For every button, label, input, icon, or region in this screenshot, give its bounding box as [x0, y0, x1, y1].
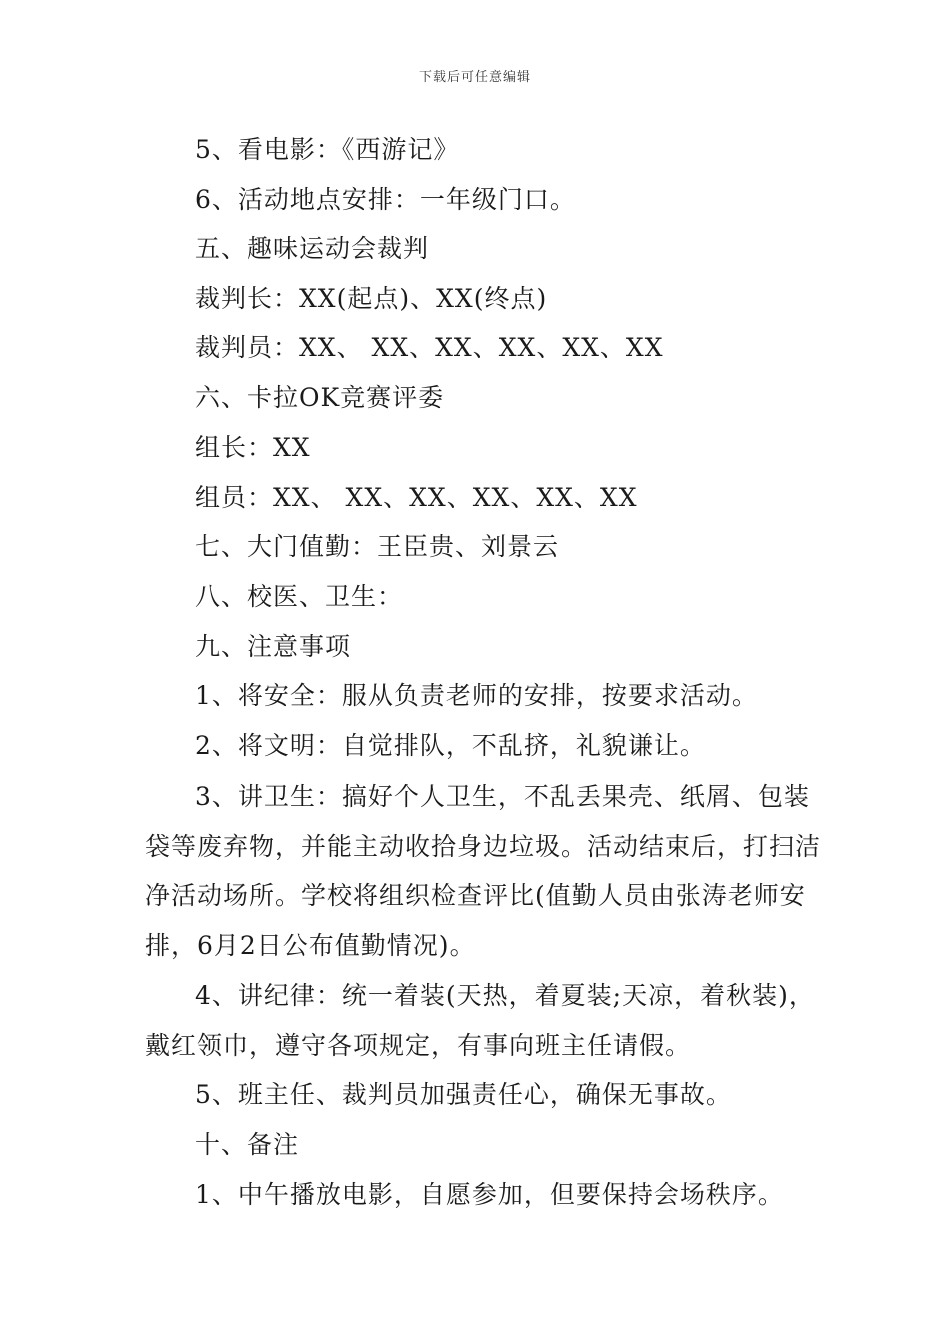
- paragraph-hygiene: [145, 772, 830, 970]
- section-heading: 五、趣味运动会裁判: [195, 234, 430, 263]
- text-line: 2、将文明：自觉排队，不乱挤，礼貌谦让。: [195, 731, 706, 760]
- section-heading: 八、校医、卫生：: [195, 582, 404, 611]
- text-line: 1、中午播放电影，自愿参加，但要保持会场秩序。: [195, 1180, 784, 1209]
- page-header: 下载后可任意编辑: [418, 70, 531, 85]
- section-heading: 九、注意事项: [195, 632, 352, 661]
- text-line: 裁判长：XX(起点)、XX(终点): [195, 284, 548, 313]
- section-heading: 七、大门值勤：王臣贵、刘景云: [195, 532, 560, 561]
- text-line: 组长：XX: [195, 433, 311, 462]
- paragraph-discipline: [145, 971, 830, 1070]
- text-line: 5、看电影：《西游记》: [195, 135, 460, 164]
- paragraph-text: 3、讲卫生：搞好个人卫生，不乱丢果壳、纸屑、包装袋等废弃物，并能主动收拾身边垃圾。活动结束后，打扫洁净活动场所。学校将组织检查评比(值勤人员由张涛老师安排，6月2日公布值勤情况)。: [145, 782, 822, 960]
- section-heading: 十、备注: [195, 1130, 300, 1159]
- paragraph-text: 4、讲纪律：统一着装(天热，着夏装;天凉，着秋装)，戴红领巾，遵守各项规定，有事向班主任请假。: [145, 981, 815, 1060]
- text-line: 6、活动地点安排：一年级门口。: [195, 185, 576, 214]
- text-line: 裁判员：XX、 XX、XX、XX、XX、XX: [195, 333, 664, 362]
- section-heading: 六、卡拉OK竞赛评委: [195, 383, 445, 412]
- text-line: 5、班主任、裁判员加强责任心，确保无事故。: [195, 1080, 732, 1109]
- text-line: 1、将安全：服从负责老师的安排，按要求活动。: [195, 681, 758, 710]
- text-line: 组员：XX、 XX、XX、XX、XX、XX: [195, 483, 638, 512]
